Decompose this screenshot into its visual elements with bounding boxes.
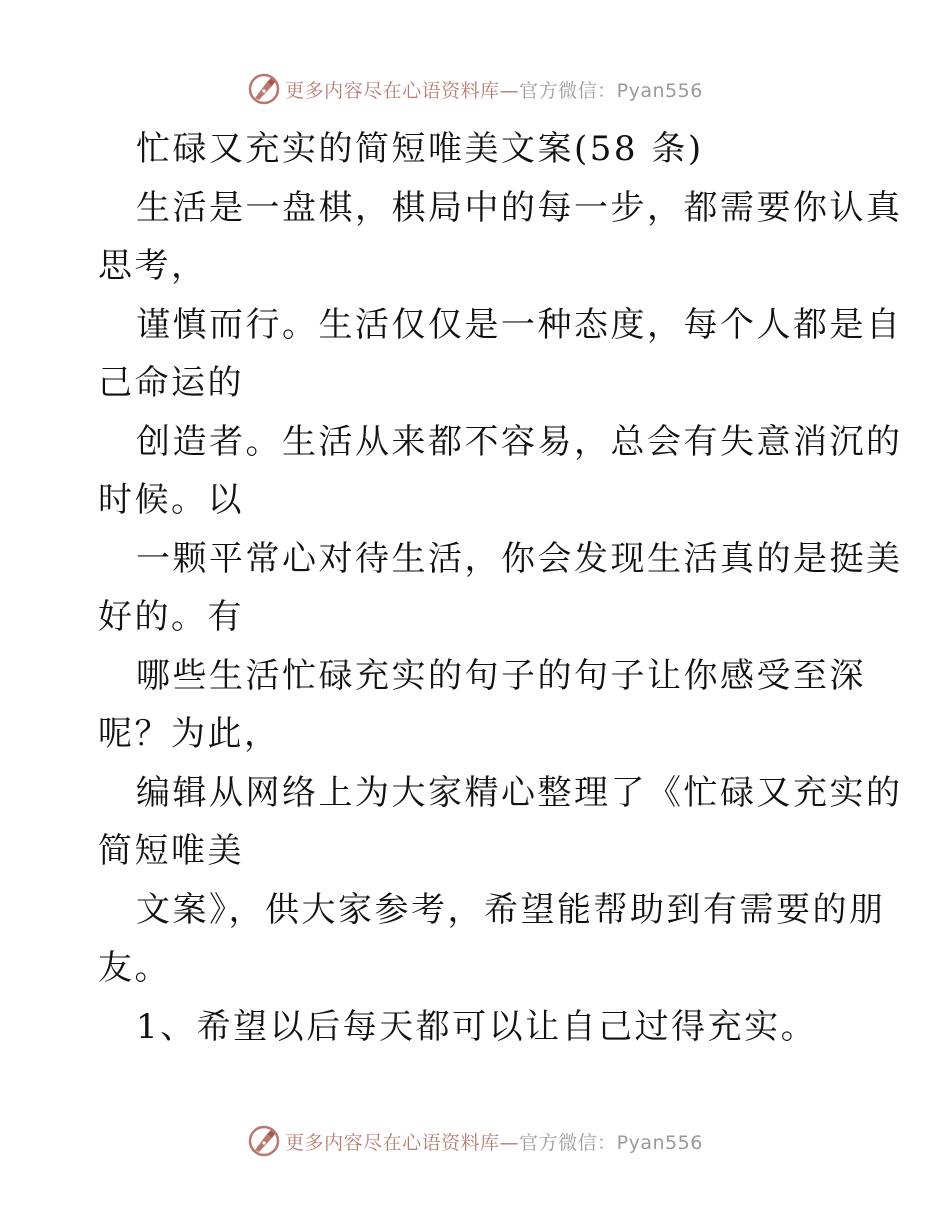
watermark-wechat-text: 官方微信：Pyan556 bbox=[519, 79, 703, 102]
paragraph-line: 文案》，供大家参考，希望能帮助到有需要的朋 bbox=[136, 889, 886, 930]
watermark-main-text: 更多内容尽在心语资料库 bbox=[285, 1131, 500, 1154]
paragraph-line: 哪些生活忙碌充实的句子的句子让你感受至深 bbox=[136, 655, 866, 696]
paragraph-line: 好的。有 bbox=[98, 597, 244, 637]
footer-watermark bbox=[0, 1124, 950, 1158]
pen-nib-logo-icon bbox=[247, 72, 281, 106]
paragraph-line: 一颗平常心对待生活，你会发现生活真的是挺美 bbox=[136, 538, 903, 579]
paragraph-line: 简短唯美 bbox=[98, 831, 244, 871]
document-title: 忙碌又充实的简短唯美文案(58 条) bbox=[136, 129, 704, 169]
pen-nib-logo-icon bbox=[247, 1124, 281, 1158]
paragraph-line: 编辑从网络上为大家精心整理了《忙碌又充实的 bbox=[136, 772, 903, 813]
paragraph-line: 思考， bbox=[98, 246, 208, 286]
document-body bbox=[98, 120, 903, 1056]
paragraph-line: 创造者。生活从来都不容易，总会有失意消沉的 bbox=[136, 421, 903, 462]
watermark-text bbox=[285, 76, 703, 103]
paragraph-line: 呢？为此， bbox=[98, 714, 281, 754]
header-watermark bbox=[0, 72, 950, 106]
paragraph-line: 己命运的 bbox=[98, 363, 244, 403]
watermark-dash: — bbox=[499, 79, 520, 102]
watermark-dash: — bbox=[499, 1131, 520, 1154]
paragraph-line: 生活是一盘棋，棋局中的每一步，都需要你认真 bbox=[136, 187, 903, 228]
paragraph-line: 1、希望以后每天都可以让自己过得充实。 bbox=[136, 1006, 818, 1047]
paragraph-line: 谨慎而行。生活仅仅是一种态度，每个人都是自 bbox=[136, 304, 903, 345]
paragraph-line: 友。 bbox=[98, 948, 171, 988]
watermark-text bbox=[285, 1128, 703, 1155]
watermark-wechat-text: 官方微信：Pyan556 bbox=[519, 1131, 703, 1154]
watermark-main-text: 更多内容尽在心语资料库 bbox=[285, 79, 500, 102]
paragraph-line: 时候。以 bbox=[98, 480, 244, 520]
